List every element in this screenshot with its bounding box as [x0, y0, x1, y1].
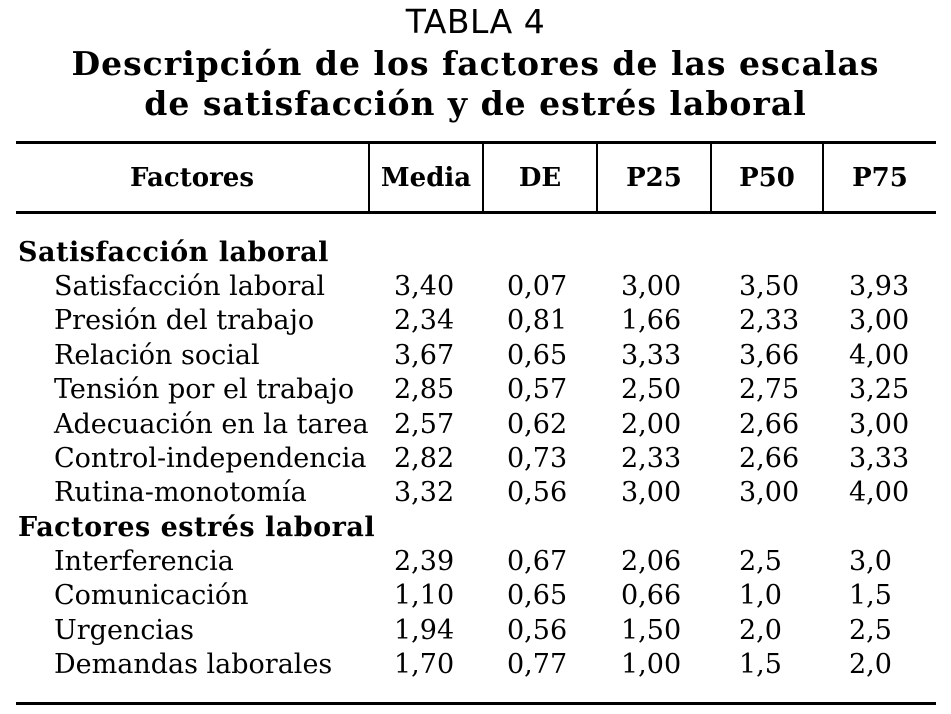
column-separator — [822, 144, 824, 212]
table-row — [16, 373, 936, 407]
row-label: Urgencias — [54, 614, 195, 646]
cell-media: 1,94 — [394, 614, 455, 646]
cell-p75: 4,00 — [849, 339, 910, 371]
cell-media: 3,40 — [394, 271, 455, 302]
table-title-line-1: Descripción de los factores de las escalas — [71, 44, 880, 83]
cell-p75: 3,00 — [849, 305, 910, 337]
table-row — [16, 476, 936, 510]
table-header-row — [16, 144, 936, 212]
table-row — [16, 545, 936, 579]
cell-p75: 3,33 — [849, 442, 910, 474]
table-row — [16, 579, 936, 613]
cell-p25: 3,00 — [621, 477, 682, 509]
table-row — [16, 614, 936, 648]
cell-media: 2,82 — [394, 442, 455, 474]
table-row — [16, 339, 936, 373]
table-row — [16, 304, 936, 338]
cell-p50: 2,5 — [739, 545, 782, 577]
table-title-line-2: de satisfacción y de estrés laboral — [144, 84, 807, 123]
cell-de: 0,77 — [507, 648, 568, 680]
table-row — [16, 270, 936, 304]
cell-p25: 1,50 — [621, 614, 682, 646]
cell-media: 2,57 — [394, 408, 455, 440]
cell-media: 3,67 — [394, 339, 455, 371]
cell-p25: 2,50 — [621, 374, 682, 406]
column-separator — [482, 144, 484, 212]
column-header-p50: P50 — [739, 163, 795, 193]
cell-p75: 3,00 — [849, 408, 910, 440]
cell-media: 2,34 — [394, 305, 455, 337]
cell-p25: 3,33 — [621, 339, 682, 371]
header-bottom-rule — [16, 211, 936, 214]
row-label: Satisfacción laboral — [54, 271, 326, 302]
cell-p50: 1,0 — [739, 580, 782, 612]
cell-p75: 3,93 — [849, 271, 910, 302]
cell-media: 2,39 — [394, 545, 455, 577]
table-row — [16, 408, 936, 442]
column-header-de: DE — [518, 163, 562, 193]
row-label: Presión del trabajo — [54, 305, 315, 337]
column-separator — [368, 144, 370, 212]
row-label: Comunicación — [54, 580, 249, 612]
cell-media: 3,32 — [394, 477, 455, 509]
row-label: Control-independencia — [54, 442, 367, 474]
cell-p25: 1,00 — [621, 648, 682, 680]
column-header-factores: Factores — [130, 163, 254, 193]
cell-p25: 0,66 — [621, 580, 682, 612]
cell-de: 0,81 — [507, 305, 568, 337]
cell-de: 0,07 — [507, 271, 568, 302]
cell-de: 0,65 — [507, 580, 568, 612]
cell-p25: 1,66 — [621, 305, 682, 337]
row-label: Demandas laborales — [54, 648, 333, 680]
cell-p50: 2,66 — [739, 408, 800, 440]
cell-p50: 2,0 — [739, 614, 782, 646]
cell-de: 0,67 — [507, 545, 568, 577]
cell-p50: 2,75 — [739, 374, 800, 406]
cell-p50: 2,66 — [739, 442, 800, 474]
cell-p75: 2,5 — [849, 614, 892, 646]
cell-p50: 2,33 — [739, 305, 800, 337]
cell-p75: 2,0 — [849, 648, 892, 680]
cell-de: 0,65 — [507, 339, 568, 371]
column-header-p75: P75 — [852, 163, 908, 193]
column-header-p25: P25 — [626, 163, 682, 193]
column-header-media: Media — [380, 163, 472, 193]
cell-p25: 2,06 — [621, 545, 682, 577]
row-label: Interferencia — [54, 545, 234, 577]
cell-p75: 3,25 — [849, 374, 910, 406]
table-title — [0, 44, 951, 124]
row-label: Tensión por el trabajo — [54, 374, 355, 406]
cell-p50: 3,50 — [739, 271, 800, 302]
cell-de: 0,56 — [507, 477, 568, 509]
cell-de: 0,57 — [507, 374, 568, 406]
bottom-rule — [16, 702, 936, 705]
section-title-estres: Factores estrés laboral — [18, 511, 376, 543]
column-separator — [710, 144, 712, 212]
row-label: Adecuación en la tarea — [54, 408, 369, 440]
cell-p50: 1,5 — [739, 648, 782, 680]
cell-de: 0,62 — [507, 408, 568, 440]
table-row — [16, 442, 936, 476]
cell-media: 2,85 — [394, 374, 455, 406]
cell-p50: 3,66 — [739, 339, 800, 371]
cell-p75: 1,5 — [849, 580, 892, 612]
cell-p25: 2,33 — [621, 442, 682, 474]
table-row — [16, 648, 936, 682]
cell-de: 0,56 — [507, 614, 568, 646]
column-separator — [596, 144, 598, 212]
row-label: Rutina-monotomía — [54, 477, 307, 509]
cell-media: 1,70 — [394, 648, 455, 680]
row-label: Relación social — [54, 339, 260, 371]
cell-de: 0,73 — [507, 442, 568, 474]
cell-p75: 4,00 — [849, 477, 910, 509]
cell-p25: 3,00 — [621, 271, 682, 302]
cell-p25: 2,00 — [621, 408, 682, 440]
table-label: TABLA 4 — [405, 2, 546, 41]
section-title-satisfaccion: Satisfacción laboral — [18, 237, 329, 268]
cell-p75: 3,0 — [849, 545, 892, 577]
cell-media: 1,10 — [394, 580, 455, 612]
cell-p50: 3,00 — [739, 477, 800, 509]
table-body — [16, 236, 936, 682]
